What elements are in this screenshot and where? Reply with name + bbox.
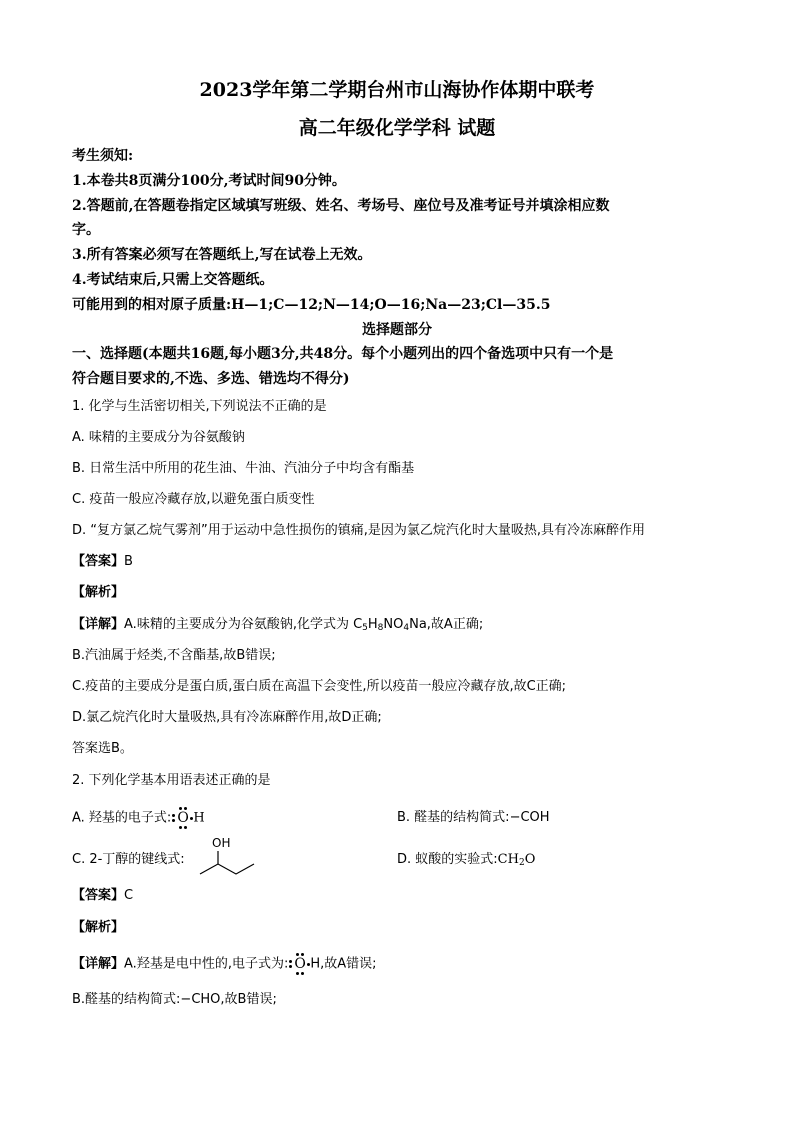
exam-title: 2023学年第二学期台州市山海协作体期中联考 — [199, 79, 595, 101]
q2-option-d — [397, 850, 535, 870]
formula-sub-2: 2 — [518, 858, 525, 868]
q2-option-a — [72, 808, 205, 829]
q2-answer-value: C — [124, 888, 134, 903]
q1-answer-label: 【答案】 — [72, 554, 125, 569]
q1-option-b: B. 日常生活中所用的花生油、牛油、汽油分子中均含有酯基 — [72, 461, 415, 476]
hydroxyl-label: OH — [212, 836, 231, 850]
q1-conclusion: 答案选B。 — [72, 741, 133, 756]
q1-option-c: C. 疫苗一般应冷藏存放,以避免蛋白质变性 — [72, 492, 315, 507]
q2-detail-label: 【详解】 — [72, 956, 125, 972]
q1-detail-a — [72, 615, 483, 635]
notice-heading: 考生须知: — [72, 148, 134, 164]
q1-answer-value: B — [124, 554, 133, 569]
q2-option-c-label: C. 2-丁醇的键线式: — [72, 852, 185, 867]
q1-answer — [72, 552, 133, 572]
skeletal-bonds-icon — [198, 836, 260, 880]
q2-detail-a — [72, 954, 377, 975]
q1-option-d: D. “复方氯乙烷气雾剂”用于运动中急性损伤的镇痛,是因为氯乙烷汽化时大量吸热,具有冷冻麻醉作用 — [72, 523, 646, 538]
q1-detail-b: B.汽油属于烃类,不含酯基,故B错误; — [72, 648, 276, 663]
q1-formula-no: NO — [383, 617, 404, 632]
q1-formula-sub-1: 5 — [362, 623, 368, 633]
q1-detail-a-post: Na,故A正确; — [409, 617, 484, 632]
q2-stem: 2. 下列化学基本用语表述正确的是 — [72, 773, 271, 788]
notice-item-1: 1.本卷共8页满分100分,考试时间90分钟。 — [72, 173, 346, 189]
notice-item-2: 2.答题前,在答题卷指定区域填写班级、姓名、考场号、座位号及准考证号并填涂相应数 — [72, 198, 610, 214]
formula-o: O — [524, 852, 536, 867]
q1-formula-sub-2: 8 — [377, 623, 384, 633]
formula-ch: CH — [497, 852, 519, 867]
q2-answer-label: 【答案】 — [72, 888, 125, 903]
exam-subtitle: 高二年级化学学科 试题 — [298, 117, 496, 139]
q1-analysis-label: 【解析】 — [72, 585, 125, 600]
butanol-skeletal-formula — [198, 836, 260, 880]
hydrogen-symbol: H — [193, 810, 205, 826]
q2-option-b: B. 醛基的结构简式:−COH — [397, 810, 550, 825]
q1-detail-label: 【详解】 — [72, 617, 125, 632]
q1-formula-sub-3: 4 — [403, 623, 410, 633]
atomic-masses: 可能用到的相对原子质量:H—1;C—12;N—14;O—16;Na—23;Cl—35.5 — [72, 297, 551, 313]
section-title: 选择题部分 — [362, 322, 432, 338]
q1-option-a: A. 味精的主要成分为谷氨酸钠 — [72, 430, 245, 445]
electron-dot-oxygen-detail — [288, 954, 310, 974]
notice-item-3: 3.所有答案必须写在答题纸上,写在试卷上无效。 — [72, 247, 372, 263]
q2-detail-a-text: A.羟基是电中性的,电子式为: — [124, 956, 289, 972]
notice-item-4: 4.考试结束后,只需上交答题纸。 — [72, 272, 274, 288]
q1-formula-h: H — [367, 617, 378, 632]
q2-analysis-label: 【解析】 — [72, 920, 125, 935]
notice-item-2-cont: 字。 — [72, 222, 100, 238]
q2-option-c — [72, 850, 185, 870]
q2-detail-b: B.醛基的结构简式:−CHO,故B错误; — [72, 992, 277, 1007]
q1-stem: 1. 化学与生活密切相关,下列说法不正确的是 — [72, 399, 327, 414]
section-intro-1: 一、选择题(本题共16题,每小题3分,共48分。每个小题列出的四个备选项中只有一个是 — [72, 346, 614, 362]
electron-dot-oxygen — [171, 808, 193, 828]
oxygen-symbol-detail: O — [294, 956, 306, 972]
q1-detail-c: C.疫苗的主要成分是蛋白质,蛋白质在高温下会变性,所以疫苗一般应冷藏存放,故C正确; — [72, 679, 567, 694]
q2-option-d-label: D. 蚁酸的实验式: — [397, 852, 498, 867]
q2-answer — [72, 886, 133, 906]
oxygen-symbol: O — [177, 810, 189, 826]
q1-detail-a-text: A.味精的主要成分为谷氨酸钠,化学式为 C — [124, 617, 363, 632]
q2-detail-a-post: H,故A错误; — [310, 956, 377, 972]
q2-option-a-label: A. 羟基的电子式: — [72, 810, 172, 826]
q1-detail-d: D.氯乙烷汽化时大量吸热,具有冷冻麻醉作用,故D正确; — [72, 710, 382, 725]
section-intro-2: 符合题目要求的,不选、多选、错选均不得分) — [72, 371, 350, 387]
